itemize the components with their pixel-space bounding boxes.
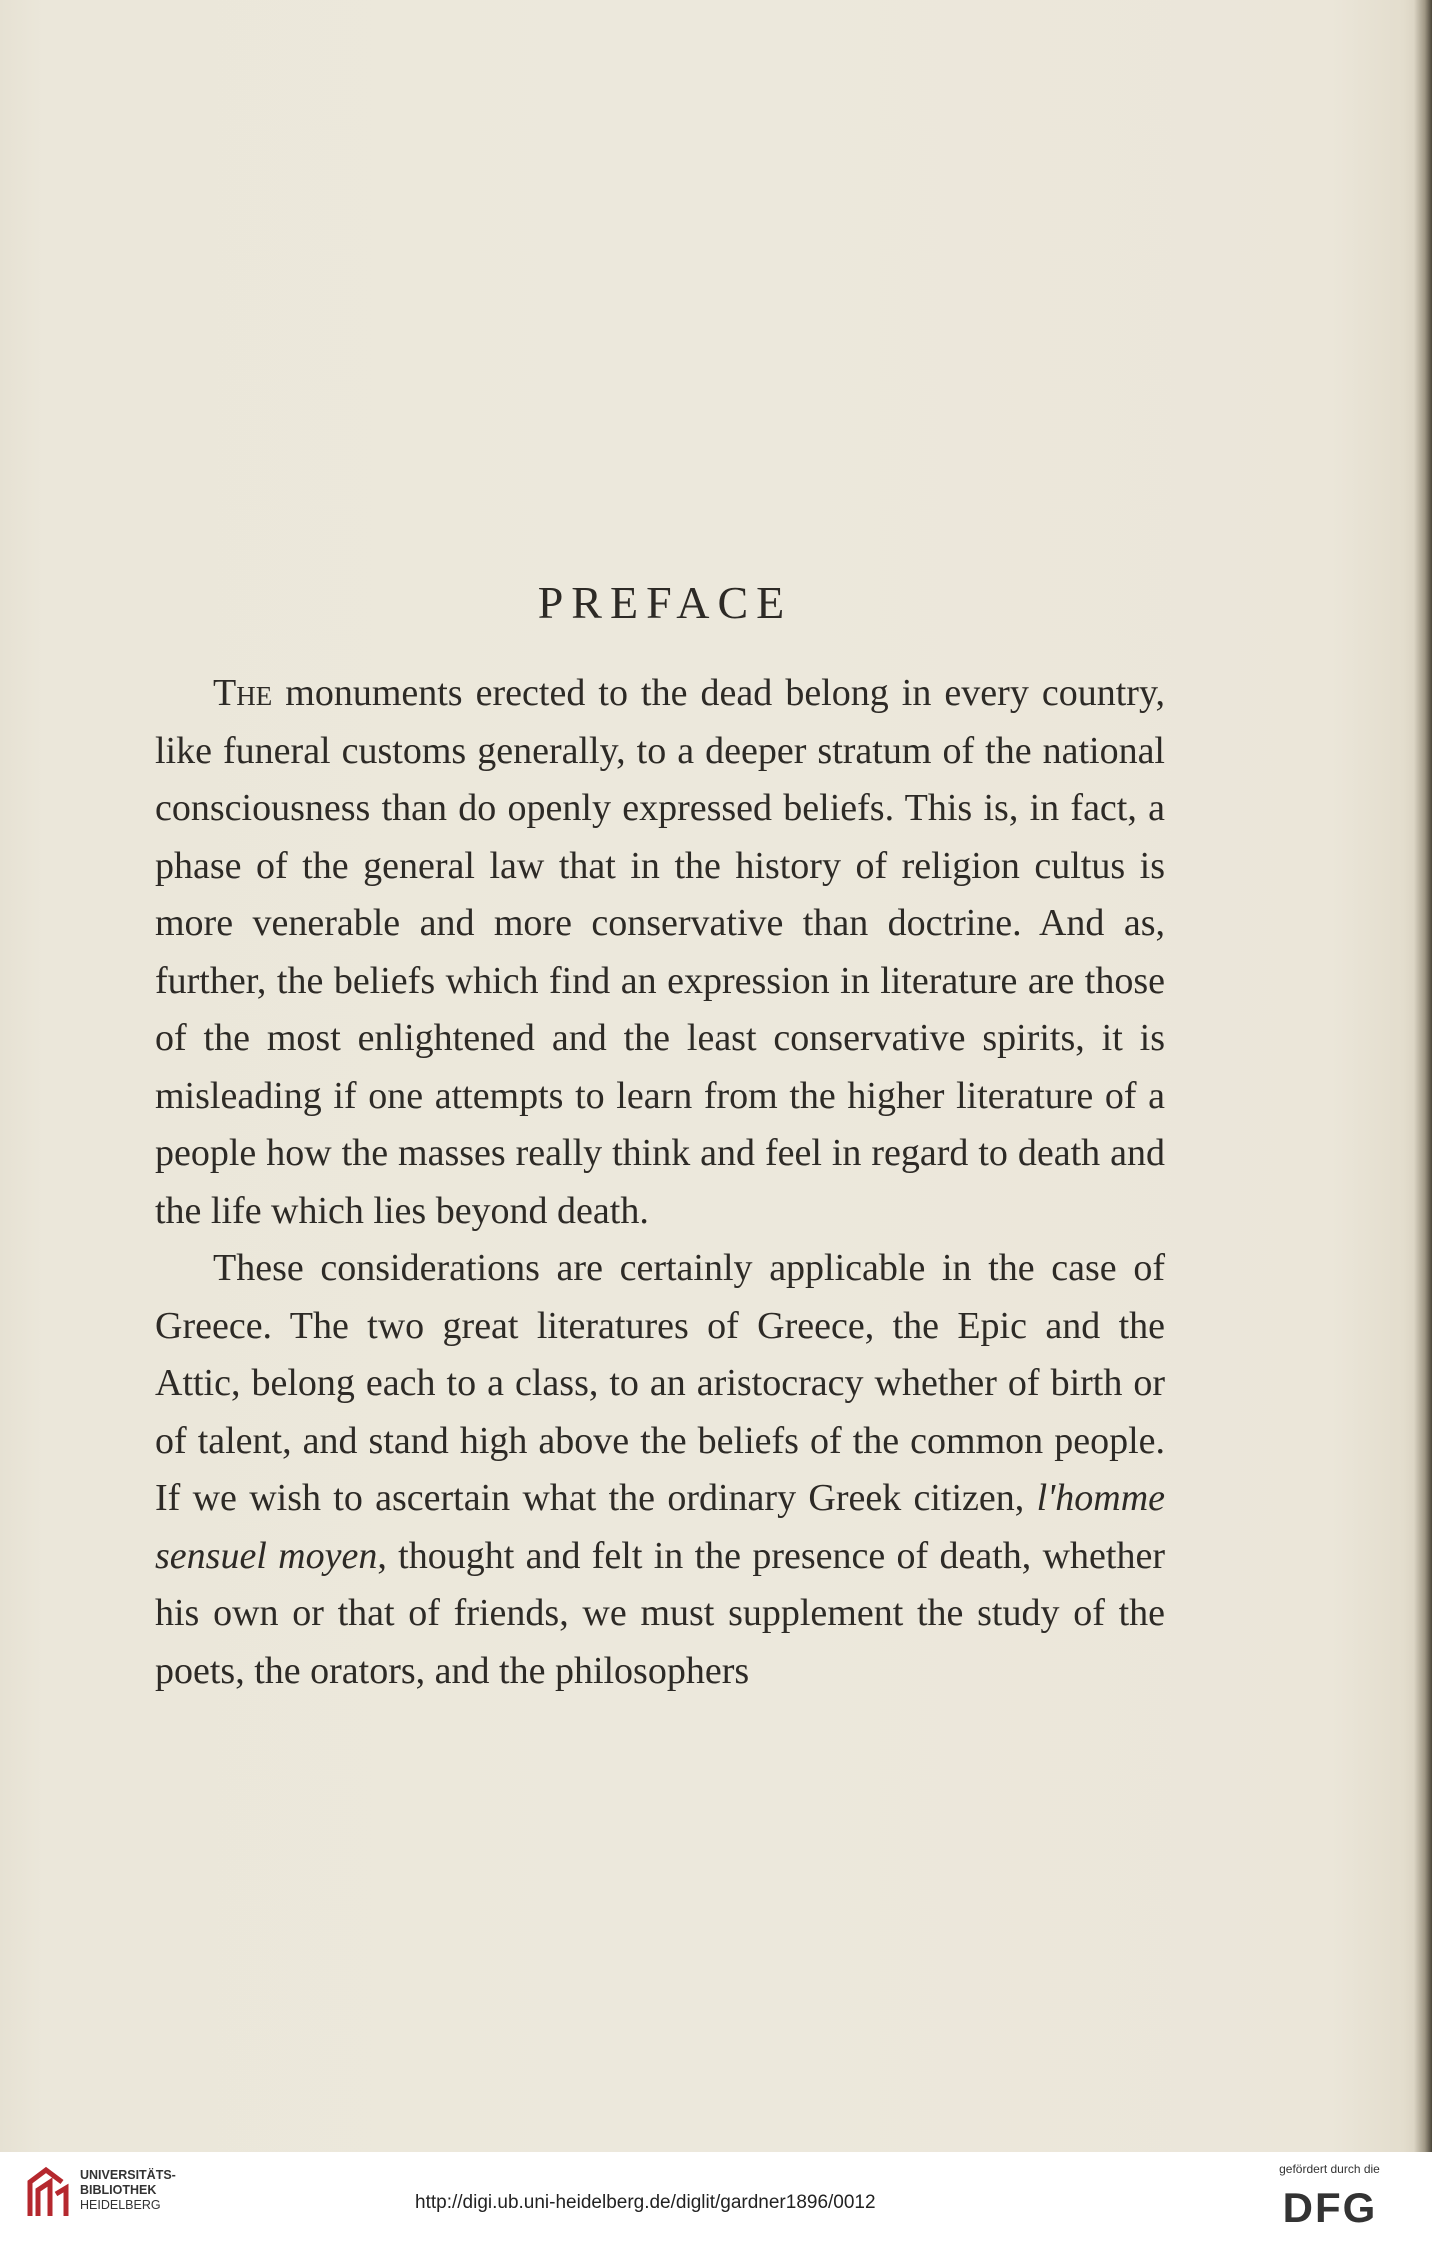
funding-text: gefördert durch die [1279,2162,1380,2176]
paragraph-1 [155,665,1165,1240]
paragraph-1-lead: The [213,672,273,714]
library-name-line-3: HEIDELBERG [80,2198,161,2212]
paragraph-2 [155,1240,1165,1700]
footer-bar [0,2152,1432,2257]
library-name [80,2168,176,2213]
library-name-line-2: BIBLIOTHEK [80,2183,157,2197]
university-library-logo-icon [20,2164,72,2226]
funding-notice [1247,2162,1412,2230]
permalink-url[interactable]: http://digi.ub.uni-heidelberg.de/diglit/gardner1896/0012 [415,2192,876,2213]
page-title: PREFACE [537,576,793,628]
preface-body [155,665,1165,1700]
library-name-line-1: UNIVERSITÄTS- [80,2168,176,2182]
paragraph-2-text-before: These considerations are certainly applicable in the case of Greece. The two great literatures of Greece, the Epic and the Attic, belong each to a class, to an aristocracy whether of birth or of talent, and stand high above the beliefs of the common people. If we wish to ascertain what the ordinary Greek citizen, [155,1247,1165,1519]
paragraph-2-text-after: , thought and felt in the presence of death, whether his own or that of friends, we must supplement the study of the poets, the orators, and the philosophers [155,1534,1165,1692]
paragraph-2-italic-phrase: l'homme sensuel moyen [155,1477,1165,1577]
page-edge-shadow [1414,0,1432,2152]
paragraph-1-text: monuments erected to the dead belong in every country, like funeral customs generally, to a deeper stratum of the national consciousness than do openly expressed beliefs. This is, in fact, a phase of the general law that in the history of religion cultus is more venerable and more conservative than doctrine. And as, further, the beliefs which find an expression in literature are those of the most enlightened and the least conservative spirits, it is misleading if one attempts to learn from the higher literature of a people how the masses really think and feel in regard to death and the life which lies beyond death. [155,672,1165,1232]
dfg-logo-icon [1255,2182,1405,2230]
dfg-logo-text: DFG [1282,2184,1377,2230]
